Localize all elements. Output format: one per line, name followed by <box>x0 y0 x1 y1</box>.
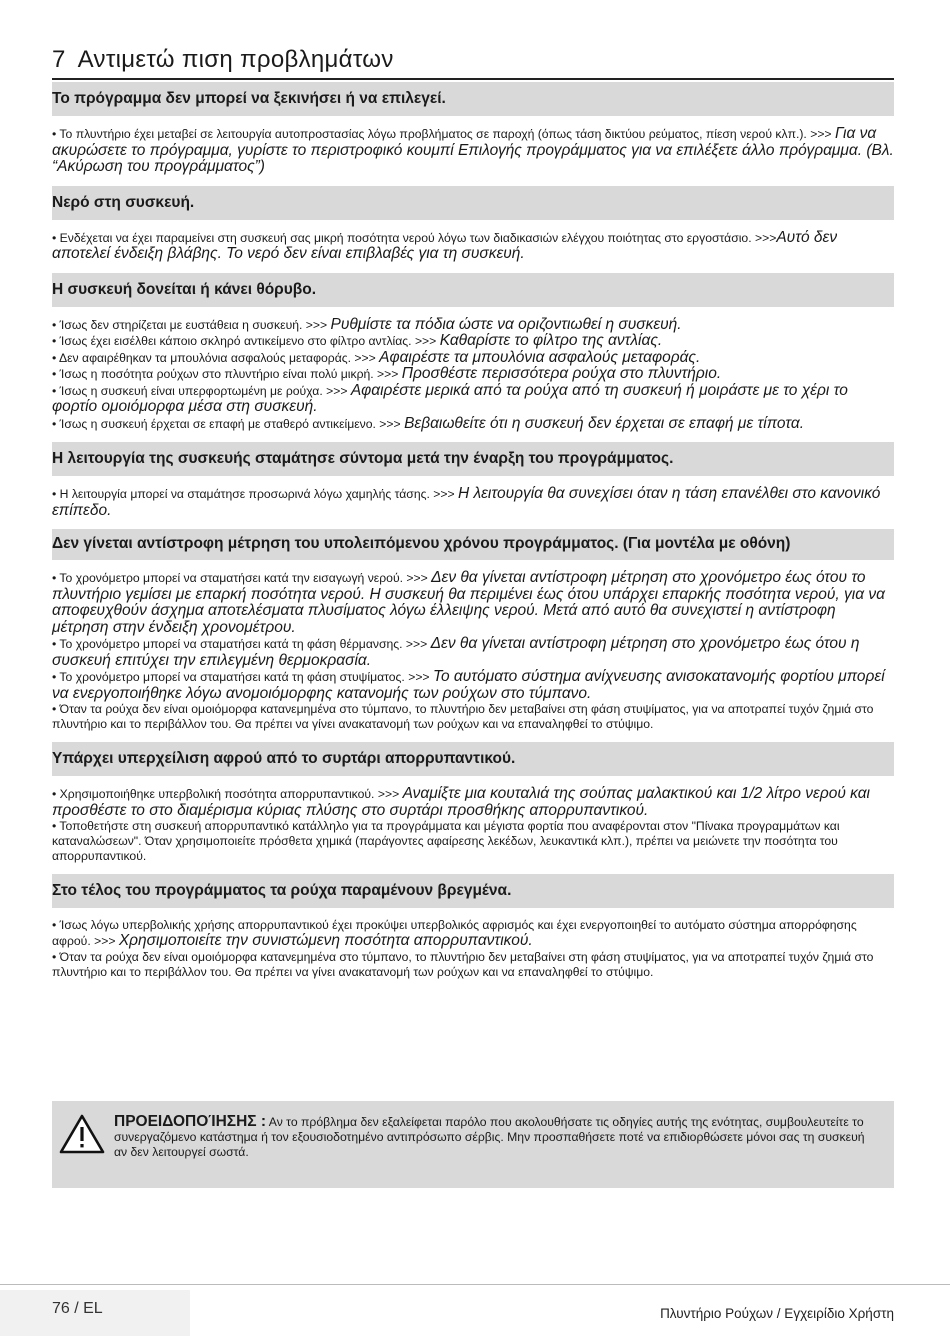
item-remedy: Χρησιμοποιείτε την συνιστώμενη ποσότητα απορρυπαντικού. <box>118 932 533 949</box>
item-text: • Ενδέχεται να έχει παραμείνει στη συσκευή σας μικρή ποσότητα νερού λόγω των διαδικασιών ελέγχου ποιότητας στο εργοστάσιο. >>> <box>52 230 777 245</box>
list-item <box>52 819 894 864</box>
warning-box <box>52 1101 894 1188</box>
warning-text <box>114 1114 880 1160</box>
item-text: • Το χρονόμετρο μπορεί να σταματήσει κατά την εισαγωγή νερού. >>> <box>52 571 432 585</box>
list-item <box>52 366 894 383</box>
list-item <box>52 350 894 367</box>
item-remedy: Αφαιρέστε μερικά από τα ρούχα από τη συσκευή ή μοιράστε με το χέρι το φορτίο ομοιόμορφα μέσα στη συσκευή. <box>52 381 848 415</box>
list-item <box>52 702 894 732</box>
warning-triangle-icon <box>59 1113 105 1155</box>
item-remedy: Η λειτουργία θα συνεχίσει όταν η τάση επανέλθει στο κανονικό επίπεδο. <box>52 485 881 519</box>
item-text: • Ίσως η ποσότητα ρούχων στο πλυντήριο είναι πολύ μικρή. >>> <box>52 367 402 381</box>
item-text: • Δεν αφαιρέθηκαν τα μπουλόνια ασφαλούς μεταφοράς. >>> <box>52 350 380 365</box>
section-heading: Νερό στη συσκευή. <box>52 186 894 220</box>
page-title <box>52 44 894 80</box>
list-item <box>52 669 894 702</box>
item-text: • Όταν τα ρούχα δεν είναι ομοιόμορφα κατανεμημένα στο τύμπανο, το πλυντήριο δεν μεταβαίνει στη φάση στυψίματος, για να αποτραπεί τυχόν ζημιά στο πλυντήριο και το περιβάλλον του. Θα πρέπει να γίνει ανακατανομή των ρούχων και να επαναληφθεί το στύψιμο. <box>52 949 874 979</box>
section-body <box>52 570 894 732</box>
list-item <box>52 230 894 263</box>
item-text: • Το χρονόμετρο μπορεί να σταματήσει κατά τη φάση θέρμανσης. >>> <box>52 637 431 651</box>
section-body <box>52 317 894 433</box>
item-text: • Χρησιμοποιήθηκε υπερβολική ποσότητα απορρυπαντικού. >>> <box>52 787 403 801</box>
list-item <box>52 317 894 334</box>
section-body <box>52 126 894 176</box>
item-text: • Το χρονόμετρο μπορεί να σταματήσει κατά τη φάση στυψίματος. >>> <box>52 670 433 684</box>
item-text: • Το πλυντήριο έχει μεταβεί σε λειτουργία αυτοπροστασίας λόγω προβλήματος σε παροχή (όπως τάση δικτύου ρεύματος, πίεση νερού κλπ.). >>> <box>52 127 835 141</box>
list-item <box>52 636 894 669</box>
item-remedy: Για να ακυρώσετε το πρόγραμμα, γυρίστε το περιστροφικό κουμπί Επιλογής προγράμματος για να επιλέξετε άλλο πρόγραμμα. (Βλ. “Ακύρωση του προγράμματος”) <box>52 125 894 175</box>
section-heading: Δεν γίνεται αντίστροφη μέτρηση του υπολειπόμενου χρόνου προγράμματος. (Για μοντέλα με οθόνη) <box>52 529 894 560</box>
section-body <box>52 486 894 519</box>
list-item <box>52 126 894 176</box>
item-text: • Τοποθετήστε στη συσκευή απορρυπαντικό κατάλληλο για τα προγράμματα και μέγιστα φορτία που αναφέρονται στον "Πίνακα προγραμμάτων και καταναλώσεων". Όταν χρησιμοποιείτε πρόσθετα χημικά (παράγοντες αφαίρεσης λεκέδων, λευκαντικά κλπ.), πρέπει να μειώνετε την ποσότητα του απορρυπαντικού. <box>52 819 840 863</box>
warning-label: ΠΡΟΕΙΔΟΠΟΊΗΣΗΣ : <box>114 1113 267 1130</box>
item-remedy: Αναμίξτε μια κουταλιά της σούπας μαλακτικού και 1/2 λίτρο νερού και προσθέστε το στο διαμέρισμα κύριας πλύσης στο συρτάρι προσθήκης απορρυπαντικού. <box>52 785 870 819</box>
item-remedy: Δεν θα γίνεται αντίστροφη μέτρηση στο χρονόμετρο έως ότου το πλυντήριο γεμίσει με επαρκή ποσότητα νερού. Η συσκευή θα περιμένει έως ότου υπάρχει επαρκής ποσότητα νερού, για να αποφευχθούν άσχημα αποτελέσματα πλυσίματος λόγω έλλειψης νερού. Μετά από αυτό θα συνεχιστεί η αντίστροφη μέτρηση στην ένδειξη χρονομέτρου. <box>52 569 885 636</box>
list-item <box>52 333 894 350</box>
section-body <box>52 786 894 864</box>
list-item <box>52 950 894 980</box>
item-remedy: Ρυθμίστε τα πόδια ώστε να οριζοντιωθεί η συσκευή. <box>330 315 682 333</box>
item-remedy: Το αυτόματο σύστημα ανίχνευσης ανισοκατανομής φορτίου μπορεί να ενεργοποιήθηκε λόγω ανομοιόμορφης κατανομής των ρούχων στο τύμπανο. <box>52 668 885 702</box>
document-name: Πλυντήριο Ρούχων / Εγχειρίδιο Χρήστη <box>660 1306 894 1321</box>
item-remedy: Καθαρίστε το φίλτρο της αντλίας. <box>439 332 663 349</box>
item-text: • Ίσως έχει εισέλθει κάποιο σκληρό αντικείμενο στο φίλτρο αντλίας. >>> <box>52 334 440 348</box>
section-body <box>52 918 894 980</box>
item-remedy: Δεν θα γίνεται αντίστροφη μέτρηση στο χρονόμετρο έως ότου η συσκευή επιτύχει την επιλεγμένη θερμοκρασία. <box>52 635 860 669</box>
item-remedy: Βεβαιωθείτε ότι η συσκευή δεν έρχεται σε επαφή με τίποτα. <box>404 414 805 432</box>
section-heading: Η λειτουργία της συσκευής σταμάτησε σύντομα μετά την έναρξη του προγράμματος. <box>52 442 894 476</box>
section-heading: Υπάρχει υπερχείλιση αφρού από το συρτάρι απορρυπαντικού. <box>52 742 894 776</box>
item-text: • Όταν τα ρούχα δεν είναι ομοιόμορφα κατανεμημένα στο τύμπανο, το πλυντήριο δεν μεταβαίνει στη φάση στυψίματος, για να αποτραπεί τυχόν ζημιά στο πλυντήριο και το περιβάλλον του. Θα πρέπει να γίνει ανακατανομή των ρούχων και να επαναληφθεί το στύψιμο. <box>52 702 874 731</box>
item-remedy: Αυτό δεν αποτελεί ένδειξη βλάβης. Το νερό δεν είναι επιβλαβές για τη συσκευή. <box>52 228 838 262</box>
warning-body: Αν το πρόβλημα δεν εξαλείφεται παρόλο που ακολουθήσατε τις οδηγίες αυτής της ενότητας, συμβουλευτείτε το συνεργαζόμενο κατάστημα ή τον εξουσιοδοτημένο αντιπρόσωπο σέρβις. Μην προσπαθήσετε ποτέ να επιδιορθώσετε μόνοι σας τη συσκευή αν δεν λειτουργεί σωστά. <box>114 1115 865 1159</box>
item-text: • Ίσως λόγω υπερβολικής χρήσης απορρυπαντικού έχει προκύψει υπερβολικός αφρισμός και έχει ενεργοποιηθεί το αυτόματο σύστημα απορρόφησης αφρού. >>> <box>52 918 857 948</box>
chapter-title: Αντιμετώ πιση προβλημάτων <box>77 46 394 73</box>
footer-divider <box>0 1284 950 1285</box>
list-item <box>52 786 894 819</box>
troubleshooting-content <box>52 82 894 990</box>
item-text: • Ίσως η συσκευή έρχεται σε επαφή με σταθερό αντικείμενο. >>> <box>52 416 405 431</box>
item-text: • Ίσως η συσκευή είναι υπερφορτωμένη με ρούχα. >>> <box>52 383 351 398</box>
list-item <box>52 416 894 433</box>
list-item <box>52 918 894 950</box>
list-item <box>52 486 894 519</box>
page-number: 76 / EL <box>52 1300 103 1317</box>
section-heading: Στο τέλος του προγράμματος τα ρούχα παραμένουν βρεγμένα. <box>52 874 894 908</box>
list-item <box>52 570 894 636</box>
item-text: • Ίσως δεν στηρίζεται με ευστάθεια η συσκευή. >>> <box>52 317 331 332</box>
item-text: • Η λειτουργία μπορεί να σταμάτησε προσωρινά λόγω χαμηλής τάσης. >>> <box>52 487 458 501</box>
section-heading: Το πρόγραμμα δεν μπορεί να ξεκινήσει ή να επιλεγεί. <box>52 82 894 116</box>
section-heading: Η συσκευή δονείται ή κάνει θόρυβο. <box>52 273 894 307</box>
chapter-number: 7 <box>52 46 66 73</box>
list-item <box>52 383 894 416</box>
section-body <box>52 230 894 263</box>
item-remedy: Αφαιρέστε τα μπουλόνια ασφαλούς μεταφοράς. <box>379 348 701 366</box>
item-remedy: Προσθέστε περισσότερα ρούχα στο πλυντήριο. <box>401 365 722 382</box>
